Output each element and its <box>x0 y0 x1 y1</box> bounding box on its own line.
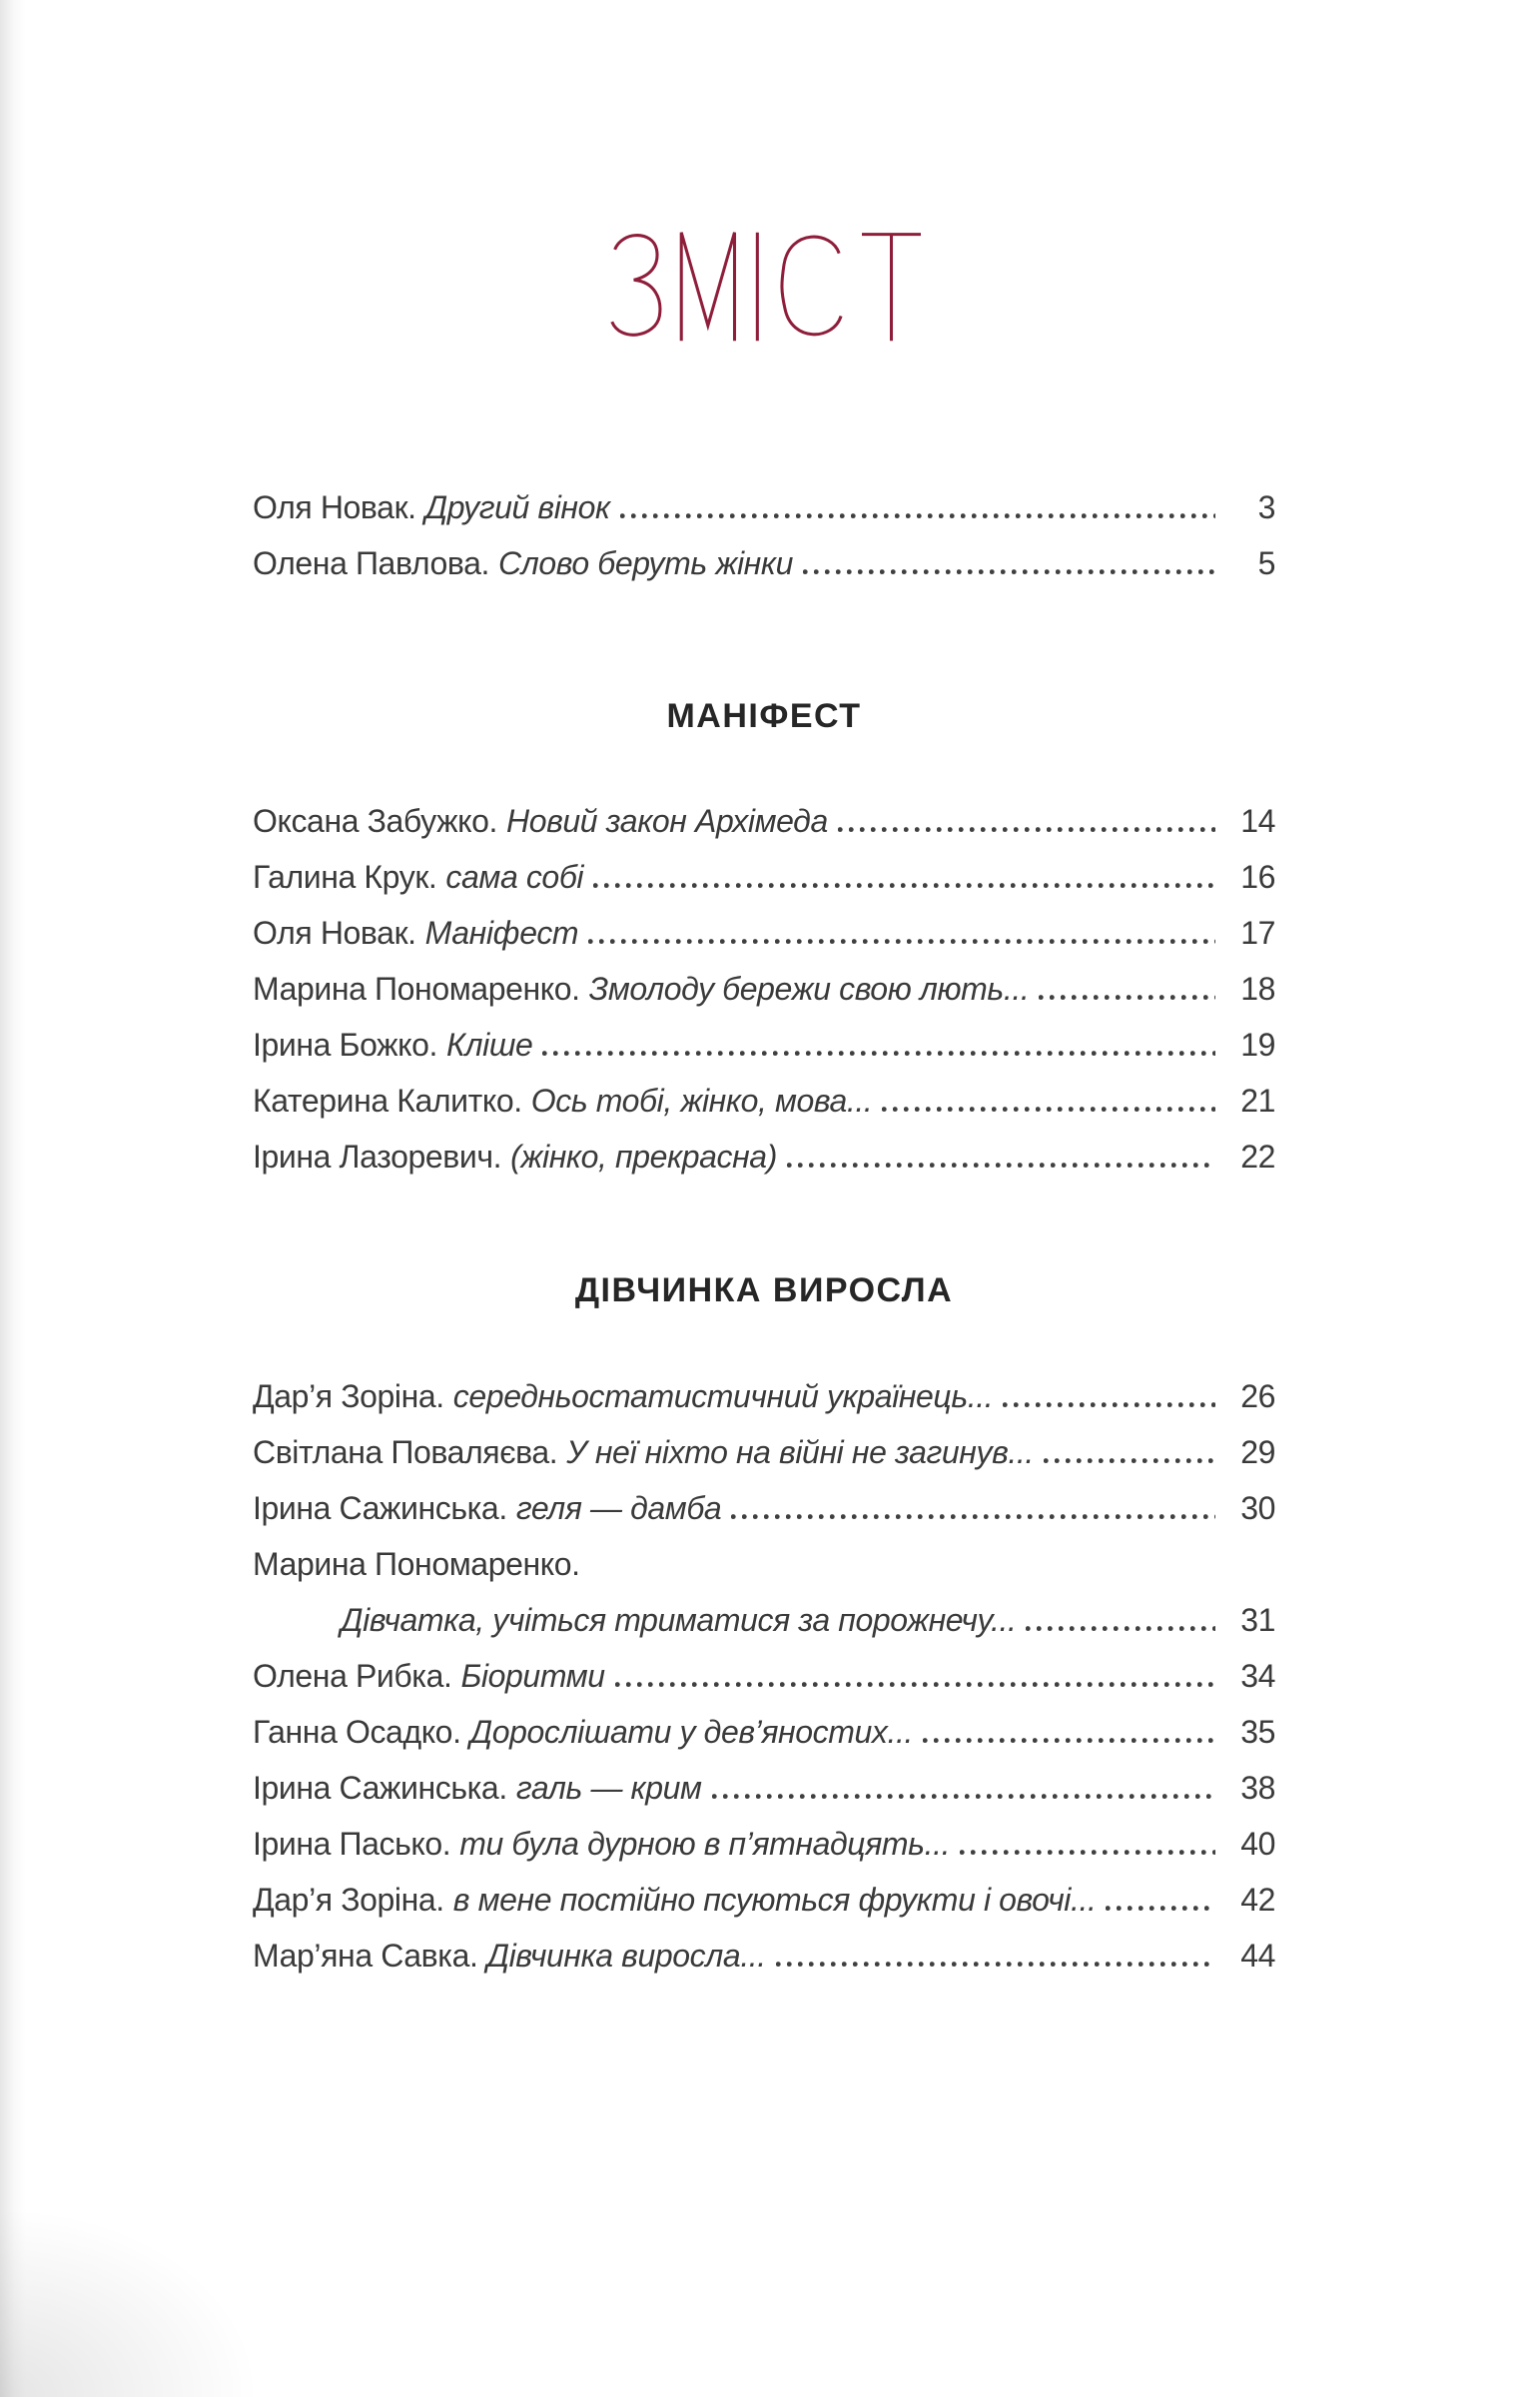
entry-page-number: 40 <box>1240 1826 1275 1862</box>
toc-entry <box>253 1928 1275 1984</box>
entry-page-number: 17 <box>1240 915 1275 951</box>
entry-page-number: 35 <box>1240 1714 1275 1750</box>
toc-entry <box>253 1129 1275 1185</box>
toc-sections <box>253 479 1275 1984</box>
entry-page-number: 44 <box>1240 1938 1275 1974</box>
entry-title: Дівчатка, учіться триматися за порожнечу... <box>341 1602 1017 1638</box>
entry-page-number: 42 <box>1240 1882 1275 1918</box>
dot-leader <box>1039 995 1215 1000</box>
entry-author: Ірина Сажинська. <box>253 1490 507 1526</box>
dot-leader <box>1106 1906 1215 1911</box>
dot-leader <box>882 1107 1215 1112</box>
toc-entry-list <box>253 793 1275 1185</box>
toc-entry <box>253 1816 1275 1872</box>
dot-leader <box>615 1682 1215 1687</box>
toc-entry-list <box>253 1368 1275 1984</box>
dot-leader <box>803 569 1215 574</box>
entry-title: середньостатистичний українець... <box>452 1378 994 1414</box>
entry-author: Дар’я Зоріна. <box>253 1378 444 1414</box>
toc-entry <box>253 1872 1275 1928</box>
entry-author: Дар’я Зоріна. <box>253 1882 444 1918</box>
entry-page-number: 26 <box>1240 1378 1275 1414</box>
toc-entry <box>253 849 1275 905</box>
toc-section <box>253 695 1275 1185</box>
dot-leader <box>620 513 1215 518</box>
dot-leader <box>588 939 1215 944</box>
entry-author: Ірина Божко. <box>253 1027 438 1063</box>
table-of-contents <box>253 0 1275 1984</box>
entry-author: Ганна Осадко. <box>253 1714 461 1750</box>
entry-page-number: 21 <box>1240 1083 1275 1119</box>
entry-title: Змолоду бережи свою лють... <box>588 971 1030 1007</box>
entry-page-number: 14 <box>1240 803 1275 839</box>
page-title <box>253 225 1275 347</box>
entry-title: Ось тобі, жінко, мова... <box>530 1083 873 1119</box>
entry-author: Ірина Пасько. <box>253 1826 451 1862</box>
toc-entry <box>253 905 1275 961</box>
dot-leader <box>1003 1402 1215 1407</box>
toc-entry <box>253 535 1275 591</box>
entry-title: Слово беруть жінки <box>497 545 793 581</box>
entry-title: ти була дурною в п’ятнадцять... <box>459 1826 951 1862</box>
section-heading: ДІВЧИНКА ВИРОСЛА <box>574 1271 954 1309</box>
toc-entry <box>253 1017 1275 1073</box>
toc-entry <box>253 1536 1275 1592</box>
toc-entry <box>253 1368 1275 1424</box>
entry-title: (жінко, прекрасна) <box>510 1139 777 1175</box>
toc-entry <box>253 793 1275 849</box>
entry-title: геля — дамба <box>515 1490 722 1526</box>
toc-entry <box>253 1648 1275 1704</box>
entry-page-number: 18 <box>1240 971 1275 1007</box>
entry-page-number: 30 <box>1240 1490 1275 1526</box>
dot-leader <box>1044 1458 1215 1463</box>
entry-author: Мар’яна Савка. <box>253 1938 478 1974</box>
entry-title: Біоритми <box>460 1658 605 1694</box>
entry-author: Світлана Поваляєва. <box>253 1434 558 1470</box>
dot-leader <box>787 1163 1215 1168</box>
dot-leader <box>923 1738 1215 1743</box>
entry-page-number: 16 <box>1240 859 1275 895</box>
entry-title: галь — крим <box>515 1770 702 1806</box>
dot-leader <box>593 883 1215 888</box>
entry-author: Галина Крук. <box>253 859 437 895</box>
entry-page-number: 31 <box>1240 1602 1275 1638</box>
entry-author: Олена Павлова. <box>253 545 489 581</box>
dot-leader <box>542 1051 1215 1056</box>
entry-title: Другий вінок <box>424 489 610 525</box>
dot-leader <box>1026 1626 1215 1631</box>
toc-entry <box>253 479 1275 535</box>
dot-leader <box>960 1850 1215 1855</box>
entry-title: У неї ніхто на війні не загинув... <box>566 1434 1034 1470</box>
entry-page-number: 3 <box>1257 489 1275 525</box>
dot-leader <box>838 827 1215 832</box>
entry-author: Марина Пономаренко. <box>253 971 580 1007</box>
entry-title: сама собі <box>445 859 584 895</box>
entry-title: Дівчинка виросла... <box>486 1938 766 1974</box>
entry-page-number: 34 <box>1240 1658 1275 1694</box>
entry-author: Оксана Забужко. <box>253 803 497 839</box>
entry-author: Ірина Сажинська. <box>253 1770 507 1806</box>
entry-title: Новий закон Архімеда <box>505 803 828 839</box>
toc-section <box>253 1269 1275 1984</box>
dot-leader <box>712 1794 1215 1799</box>
entry-author: Катерина Калитко. <box>253 1083 522 1119</box>
entry-page-number: 38 <box>1240 1770 1275 1806</box>
entry-title: в мене постійно псуються фрукти і овочі... <box>452 1882 1097 1918</box>
toc-entry <box>253 1592 1275 1648</box>
toc-entry <box>253 961 1275 1017</box>
toc-section <box>253 479 1275 591</box>
entry-title: Дорослішати у дев’яностих... <box>469 1714 913 1750</box>
dot-leader <box>731 1514 1215 1519</box>
toc-entry <box>253 1760 1275 1816</box>
entry-page-number: 22 <box>1240 1139 1275 1175</box>
section-heading: МАНІФЕСТ <box>666 697 862 735</box>
entry-page-number: 5 <box>1257 545 1275 581</box>
entry-title: Кліше <box>446 1027 533 1063</box>
entry-author: Оля Новак. <box>253 489 416 525</box>
entry-title: Маніфест <box>424 915 579 951</box>
entry-author: Марина Пономаренко. <box>253 1546 580 1582</box>
page-corner-scan-shadow <box>0 2207 260 2397</box>
entry-author: Олена Рибка. <box>253 1658 452 1694</box>
entry-page-number: 29 <box>1240 1434 1275 1470</box>
zmist-title-lettering <box>607 225 921 347</box>
entry-author: Ірина Лазоревич. <box>253 1139 502 1175</box>
toc-entry <box>253 1704 1275 1760</box>
dot-leader <box>776 1962 1215 1967</box>
entry-author: Оля Новак. <box>253 915 416 951</box>
toc-entry <box>253 1480 1275 1536</box>
toc-entry <box>253 1424 1275 1480</box>
page-left-scan-shadow <box>0 0 26 2397</box>
toc-entry <box>253 1073 1275 1129</box>
toc-entry-list <box>253 479 1275 591</box>
entry-page-number: 19 <box>1240 1027 1275 1063</box>
